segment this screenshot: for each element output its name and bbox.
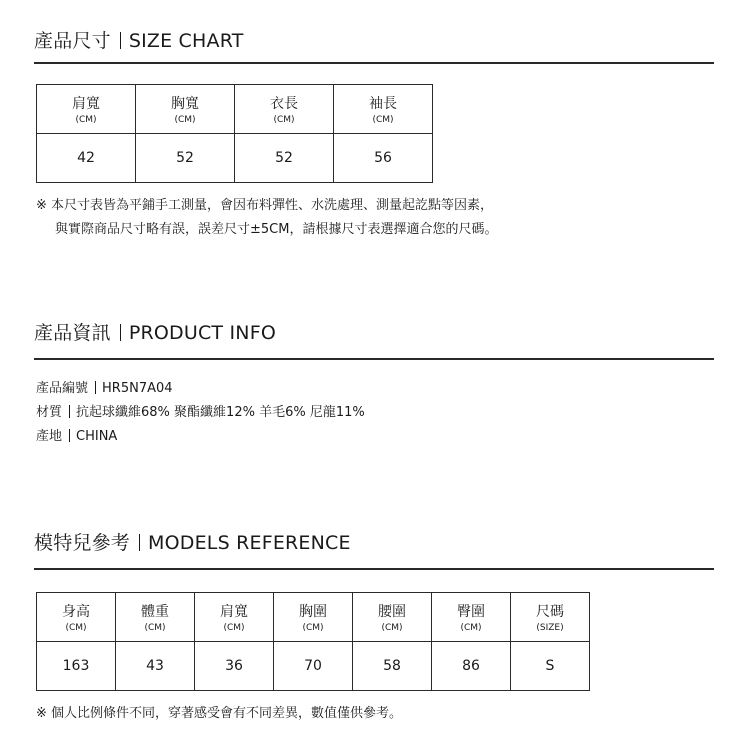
size-value-cell: 42 (37, 134, 136, 183)
info-key: 材質 (36, 405, 63, 420)
product-info-section (34, 320, 714, 460)
column-unit: (CM) (223, 622, 245, 633)
column-unit: (CM) (273, 114, 295, 125)
column-unit: (SIZE) (536, 622, 564, 633)
model-value-cell: 36 (195, 642, 274, 691)
info-key: 產地 (36, 429, 63, 444)
model-value-cell: 58 (353, 642, 432, 691)
size-chart-title-zh: 產品尺寸 (34, 30, 111, 52)
size-chart-rule (34, 62, 714, 64)
models-reference-title-zh: 模特兒參考 (34, 532, 131, 554)
size-note-line-1: ※ 本尺寸表皆為平鋪手工測量，會因布料彈性、水洗處理、測量起訖點等因素， (36, 198, 494, 213)
size-chart-header-cell (235, 85, 334, 134)
models-header-cell (116, 593, 195, 642)
column-label: 衣長 (270, 95, 298, 112)
column-label: 胸寬 (171, 95, 199, 112)
title-divider (120, 324, 121, 341)
size-value-cell: 52 (136, 134, 235, 183)
models-reference-note (36, 702, 402, 726)
models-header-cell (511, 593, 590, 642)
size-note-line-2: 與實際商品尺寸略有誤，誤差尺寸±5CM，請根據尺寸表選擇適合您的尺碼。 (55, 222, 498, 237)
info-row-product-number (36, 377, 365, 401)
column-label: 肩寬 (72, 95, 100, 112)
column-label: 身高 (62, 603, 90, 620)
models-note-text: ※ 個人比例條件不同，穿著感受會有不同差異，數值僅供參考。 (36, 706, 403, 721)
column-unit: (CM) (144, 622, 166, 633)
column-unit: (CM) (65, 622, 87, 633)
size-chart-header-cell (37, 85, 136, 134)
column-unit: (CM) (302, 622, 324, 633)
size-chart-title-en: SIZE CHART (128, 30, 244, 52)
column-label: 體重 (141, 603, 169, 620)
models-reference-rule (34, 568, 714, 570)
model-value-cell: S (511, 642, 590, 691)
size-chart-table (36, 84, 433, 183)
product-info-rule (34, 358, 714, 360)
info-divider (95, 381, 96, 394)
models-header-row (37, 593, 590, 642)
size-value-cell: 52 (235, 134, 334, 183)
info-row-material (36, 401, 365, 425)
model-value-cell: 43 (116, 642, 195, 691)
column-unit: (CM) (372, 114, 394, 125)
product-info-title-en: PRODUCT INFO (128, 322, 276, 344)
info-value: 抗起球纖維68% 聚酯纖維12% 羊毛6% 尼龍11% (76, 405, 365, 420)
info-key: 產品編號 (36, 381, 89, 396)
models-value-row (37, 642, 590, 691)
model-value-cell: 86 (432, 642, 511, 691)
column-label: 肩寬 (220, 603, 248, 620)
size-chart-header-row (37, 85, 433, 134)
models-header-cell (37, 593, 116, 642)
product-info-title-zh: 產品資訊 (34, 322, 111, 344)
models-reference-title (34, 530, 714, 556)
models-header-cell (274, 593, 353, 642)
info-divider (69, 429, 70, 442)
models-reference-section (34, 530, 714, 730)
column-label: 腰圍 (378, 603, 406, 620)
column-unit: (CM) (381, 622, 403, 633)
info-row-origin (36, 425, 365, 449)
column-unit: (CM) (75, 114, 97, 125)
column-label: 袖長 (369, 95, 397, 112)
column-label: 臀圍 (457, 603, 485, 620)
info-divider (69, 405, 70, 418)
title-divider (120, 32, 121, 49)
product-info-title (34, 320, 714, 346)
size-value-cell: 56 (334, 134, 433, 183)
info-value: CHINA (76, 429, 118, 444)
model-value-cell: 163 (37, 642, 116, 691)
size-chart-value-row (37, 134, 433, 183)
size-chart-header-cell (136, 85, 235, 134)
info-value: HR5N7A04 (102, 381, 173, 396)
model-value-cell: 70 (274, 642, 353, 691)
models-header-cell (353, 593, 432, 642)
size-chart-section (34, 28, 714, 248)
title-divider (139, 534, 140, 551)
size-chart-title (34, 28, 714, 54)
column-unit: (CM) (174, 114, 196, 125)
models-reference-table (36, 592, 590, 691)
column-label: 胸圍 (299, 603, 327, 620)
product-info-list (36, 377, 365, 449)
size-chart-header-cell (334, 85, 433, 134)
size-chart-note (36, 194, 497, 242)
column-label: 尺碼 (536, 603, 564, 620)
models-header-cell (195, 593, 274, 642)
models-header-cell (432, 593, 511, 642)
column-unit: (CM) (460, 622, 482, 633)
models-reference-title-en: MODELS REFERENCE (148, 532, 351, 554)
